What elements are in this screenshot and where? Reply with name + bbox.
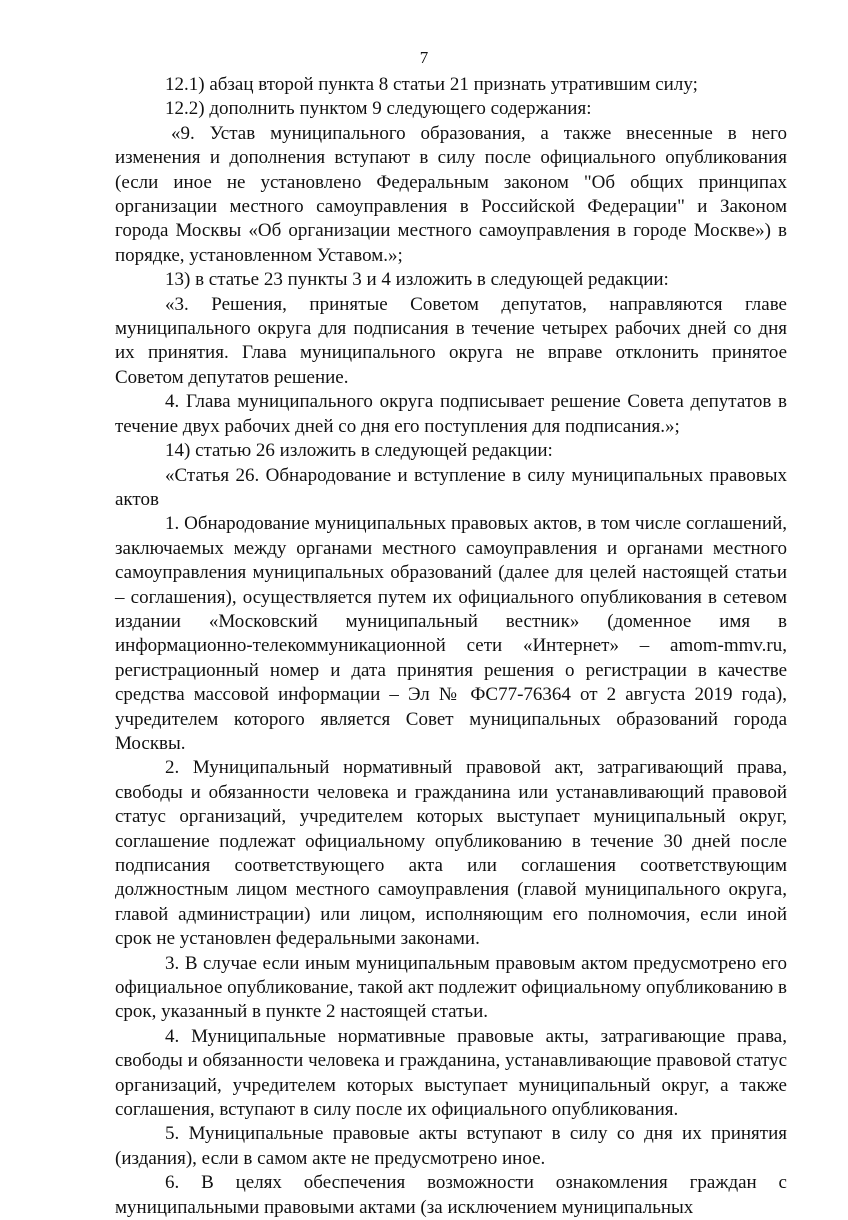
paragraph-quote-9: «9. Устав муниципального образования, а также внесенные в него изменения и дополнения вступают в силу после официального опубликования (если иное не установлено Федеральным законом "Об общих принципах организации местного самоуправления в Российской Федерации" и Законом города Москвы «Об организации местного самоуправления в городе Москве») в порядке, установленном Уставом.»;: [115, 122, 787, 266]
page-number: 7: [419, 48, 429, 67]
article-26-item-4: 4. Муниципальные нормативные правовые акты, затрагивающие права, свободы и обязанности человека и гражданина, устанавливающие правовой статус организаций, учредителем которых выступает муниципальный округ, а также соглашения, вступают в силу после их официального опубликования.: [115, 1025, 787, 1121]
paragraph-12-1: 12.1) абзац второй пункта 8 статьи 21 признать утратившим силу;: [165, 74, 698, 95]
article-26-item-3: 3. В случае если иным муниципальным правовым актом предусмотрено его официальное опубликование, такой акт подлежит официальному опубликованию в срок, указанный в пункте 2 настоящей статьи.: [115, 952, 787, 1023]
article-26-item-2: 2. Муниципальный нормативный правовой акт, затрагивающий права, свободы и обязанности человека и гражданина или устанавливающий правовой статус организаций, учредителем которых выступает муниципальный округ, соглашение подлежат официальному опубликованию в течение 30 дней после подписания соответствующего акта или соглашения соответствующим должностным лицом местного самоуправления (главой муниципального округа, главой администрации) или лицом, исполняющим его полномочия, если иной срок не установлен федеральными законами.: [115, 757, 787, 950]
document-body: [115, 73, 787, 1220]
article-26-item-1: 1. Обнародование муниципальных правовых актов, в том числе соглашений, заключаемых между органами местного самоуправления и органами местного самоуправления муниципальных образований (далее для целей настоящей статьи – соглашения), осуществляется путем их официального опубликования в сетевом издании «Московский муниципальный вестник» (доменное имя в информационно-телекоммуникационной сети «Интернет» – amom-mmv.ru, регистрационный номер и дата принятия решения о регистрации в качестве средства массовой информации – Эл № ФС77-76364 от 2 августа 2019 года), учредителем которого является Совет муниципальных образований города Москвы.: [115, 513, 787, 754]
article-26-item-6: 6. В целях обеспечения возможности ознакомления граждан с муниципальными правовыми актами (за исключением муниципальных: [115, 1172, 787, 1218]
article-26-item-5: 5. Муниципальные правовые акты вступают в силу со дня их принятия (издания), если в самом акте не предусмотрено иное.: [115, 1123, 787, 1169]
paragraph-quote-4: 4. Глава муниципального округа подписывает решение Совета депутатов в течение двух рабочих дней со дня его поступления для подписания.»;: [115, 391, 787, 437]
paragraph-12-2: 12.2) дополнить пунктом 9 следующего содержания:: [165, 98, 592, 120]
paragraph-14: 14) статью 26 изложить в следующей редакции:: [165, 440, 553, 462]
paragraph-quote-3: «3. Решения, принятые Советом депутатов, направляются главе муниципального округа для подписания в течение четырех рабочих дней со дня их принятия. Глава муниципального округа не вправе отклонить принятое Советом депутатов решение.: [115, 293, 787, 388]
article-26-heading: «Статья 26. Обнародование и вступление в силу муниципальных правовых актов: [115, 464, 787, 510]
paragraph-13: 13) в статье 23 пункты 3 и 4 изложить в следующей редакции:: [165, 269, 669, 291]
